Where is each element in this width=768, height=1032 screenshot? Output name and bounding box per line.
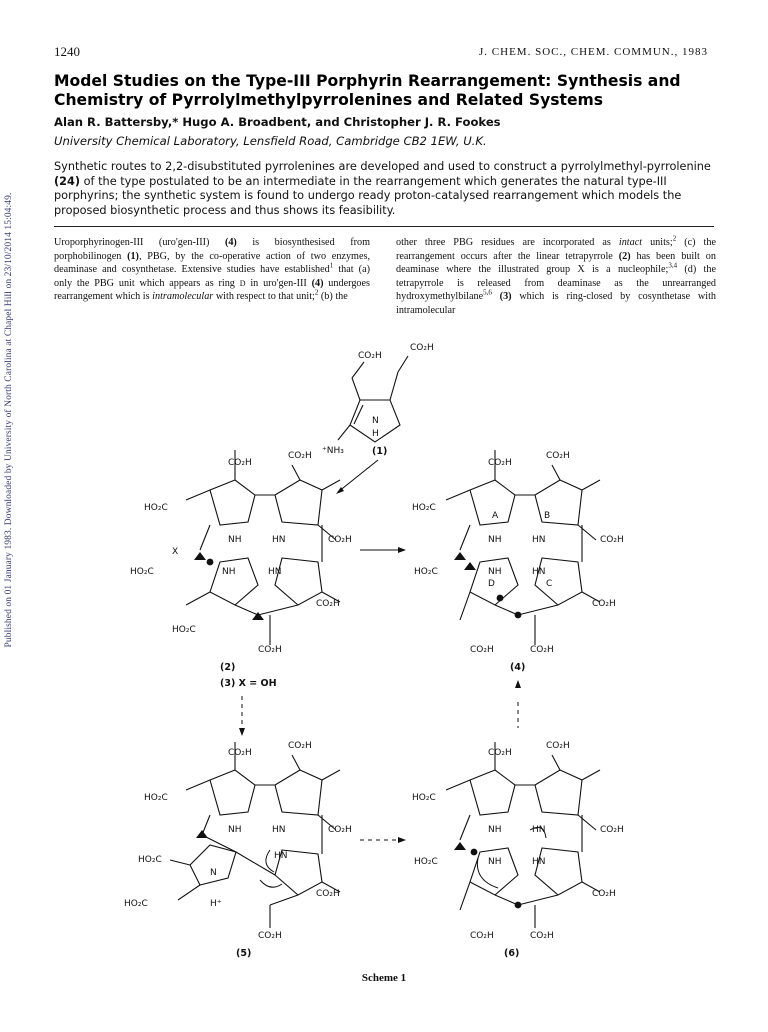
c5-hn-2: HN [274, 851, 288, 861]
c6-nh-2: NH [488, 857, 502, 867]
c2-ho2c-2: HO₂C [130, 567, 154, 577]
authors: Alan R. Battersby,* Hugo A. Broadbent, and Christopher J. R. Fookes [54, 115, 501, 129]
c5-co2h-2: CO₂H [288, 741, 312, 751]
pbg-n-h: H [372, 429, 379, 439]
page-number: 1240 [54, 44, 80, 59]
c4-nh: NH [488, 535, 502, 545]
scheme-1 [60, 330, 720, 970]
body-column-left: Uroporphyrinogen-III (uro'gen-III) (4) is biosynthesised from porphobilinogen (1), PBG, by the co-operative action of two enzymes, deaminase and cosynthetase. Extensive studies have established$^1$ that (a) only the PBG unit which appears as ring D in uro'gen-III (4) undergoes rearrangement which is intramolecular with respect to that unit;$^2$ (b) the [54, 237, 371, 302]
c6-ho2c-2: HO₂C [414, 857, 438, 867]
label-compound-3: (3) X = OH [220, 678, 277, 689]
c4-co2h-4: CO₂H [592, 599, 616, 609]
c2-hn: HN [272, 535, 286, 545]
article-title: Model Studies on the Type-III Porphyrin Rearrangement: Synthesis and Chemistry of Pyrrolylmethylpyrrolenines and Related Systems [54, 72, 681, 109]
running-head: J. CHEM. SOC., CHEM. COMMUN., 1983 [479, 46, 708, 58]
c5-n-atom: N [210, 868, 217, 878]
compound-2-macrocycle [186, 450, 340, 645]
pbg-acetic-co2h: CO₂H [358, 351, 382, 361]
compound-6-intermediate [446, 742, 600, 928]
ring-b-label: B [544, 511, 551, 521]
compound-5-spiro [170, 742, 340, 928]
c2-co2h-1: CO₂H [228, 458, 252, 468]
c2-ho2c-1: HO₂C [144, 503, 168, 513]
c6-nh: NH [488, 825, 502, 835]
label-compound-6: (6) [504, 948, 520, 959]
c5-co2h-3: CO₂H [328, 825, 352, 835]
compound-4-uroporphyrinogen [446, 450, 600, 645]
download-watermark: Published on 01 January 1983. Downloaded by University of North Carolina at Chapel Hill on 23/10/2014 15:04:49. [4, 192, 14, 648]
abstract: Synthetic routes to 2,2-disubstituted pyrrolenines are developed and used to construct a pyrrolylmethyl-pyrrolenine (24) of the type postulated to be an intermediate in the rearrangement which generates the natural type-III porphyrins; the synthetic system is found to undergo ready proton-catalysed rearrangement which models the proposed biosynthetic process and thus shows its feasibility. [54, 160, 711, 217]
label-compound-5: (5) [236, 948, 252, 959]
c4-co2h-6: CO₂H [530, 645, 554, 655]
group-x: X [172, 547, 179, 557]
ring-a-label: A [492, 511, 499, 521]
label-compound-1: (1) [372, 446, 388, 457]
c5-co2h-4: CO₂H [316, 889, 340, 899]
c6-ho2c-1: HO₂C [412, 793, 436, 803]
c4-hn-2: HN [532, 567, 546, 577]
c5-nh: NH [228, 825, 242, 835]
scheme-drawing [60, 330, 720, 970]
c5-hn: HN [272, 825, 286, 835]
c6-hn-2: HN [532, 857, 546, 867]
c5-ho2c-1: HO₂C [144, 793, 168, 803]
ring-d-label: D [488, 579, 495, 589]
c6-co2h-4: CO₂H [592, 889, 616, 899]
c2-nh: NH [228, 535, 242, 545]
c4-ho2c-1: HO₂C [412, 503, 436, 513]
scheme-caption: Scheme 1 [361, 972, 407, 984]
abstract-divider [54, 226, 714, 227]
pbg-n-atom: N [372, 416, 379, 426]
c2-nh-2: NH [222, 567, 236, 577]
affiliation: University Chemical Laboratory, Lensfield Road, Cambridge CB2 1EW, U.K. [54, 134, 487, 148]
c4-nh-2: NH [488, 567, 502, 577]
c2-ho2c-3: HO₂C [172, 625, 196, 635]
c5-co2h-5: CO₂H [258, 931, 282, 941]
body-column-right: other three PBG residues are incorporated as intact units;$^2$ (c) the rearrangement occurs after the linear tetrapyrrole (2) has been built on deaminase where the illustrated group X is a nucleophile;$^{3,4}$ (d) the tetrapyrrole is released from deaminase as the unrearranged hydroxymethylbilane$^{5,6}$ (3) which is ring-closed by cosynthetase with intramolecular [396, 234, 717, 316]
pbg-ammonium: ⁺NH₃ [322, 446, 344, 456]
label-compound-2: (2) [220, 662, 236, 673]
c5-ho2c-2: HO₂C [138, 855, 162, 865]
c6-co2h-2: CO₂H [546, 741, 570, 751]
c2-co2h-3: CO₂H [328, 535, 352, 545]
c4-hn: HN [532, 535, 546, 545]
c2-hn-2: HN [268, 567, 282, 577]
c4-ho2c-2: HO₂C [414, 567, 438, 577]
label-compound-4: (4) [510, 662, 526, 673]
ring-c-label: C [546, 579, 553, 589]
c5-ho2c-3: HO₂C [124, 899, 148, 909]
c6-hn: HN [532, 825, 546, 835]
c6-co2h-3: CO₂H [600, 825, 624, 835]
pbg-propionic-co2h: CO₂H [410, 343, 434, 353]
c2-co2h-2: CO₂H [288, 451, 312, 461]
c6-co2h-6: CO₂H [530, 931, 554, 941]
c2-co2h-5: CO₂H [258, 645, 282, 655]
c5-proton: H⁺ [210, 899, 222, 909]
c4-co2h-3: CO₂H [600, 535, 624, 545]
c4-co2h-2: CO₂H [546, 451, 570, 461]
c2-co2h-4: CO₂H [316, 599, 340, 609]
c4-co2h-5: CO₂H [470, 645, 494, 655]
c5-co2h-1: CO₂H [228, 748, 252, 758]
c6-co2h-1: CO₂H [488, 748, 512, 758]
c6-co2h-5: CO₂H [470, 931, 494, 941]
c4-co2h-1: CO₂H [488, 458, 512, 468]
